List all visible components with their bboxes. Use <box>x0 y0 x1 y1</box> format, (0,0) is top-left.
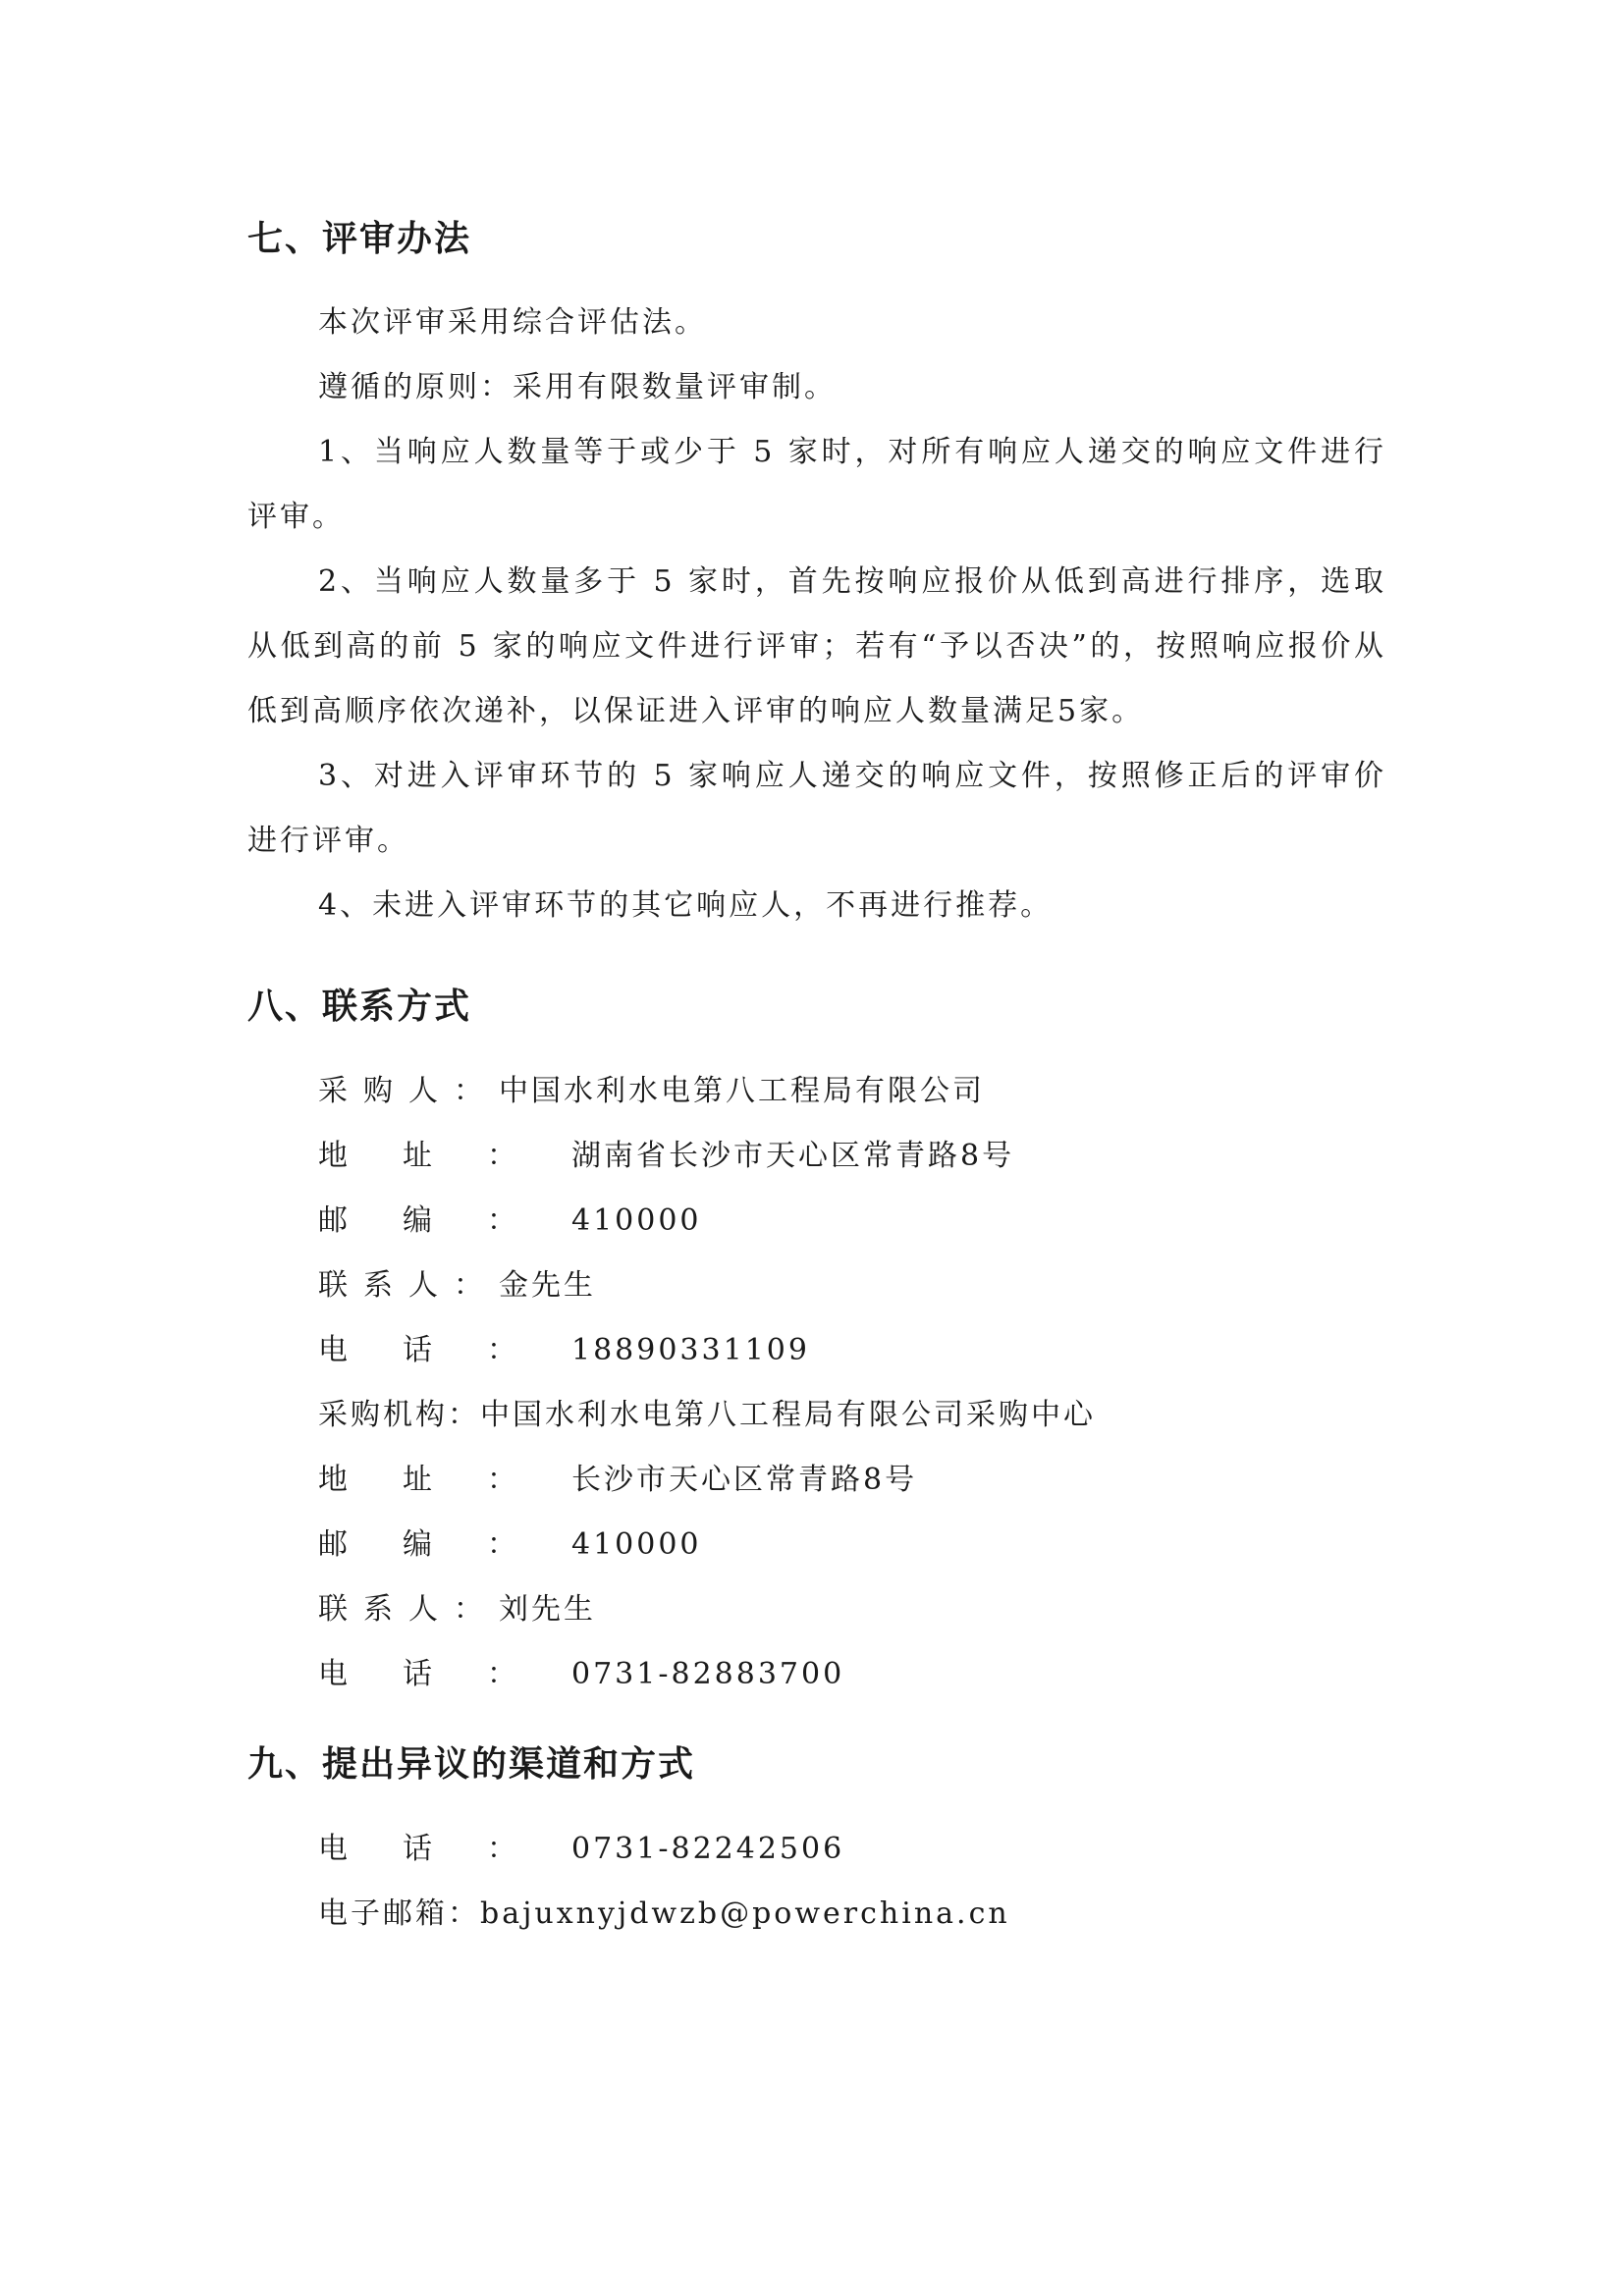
paragraph: 1、当响应人数量等于或少于 5 家时，对所有响应人递交的响应文件进行评审。 <box>247 435 1386 534</box>
paragraph: 遵循的原则：采用有限数量评审制。 <box>318 370 837 404</box>
field-value: 410000 <box>571 1527 702 1562</box>
field-label: 联系人： <box>318 1268 499 1303</box>
purchaser-address-line <box>318 1135 1014 1178</box>
field-value: 410000 <box>571 1203 702 1238</box>
field-value: 中国水利水电第八工程局有限公司采购中心 <box>480 1398 1096 1432</box>
paragraph: 3、对进入评审环节的 5 家响应人递交的响应文件，按照修正后的评审价进行评审。 <box>247 759 1386 858</box>
email-link[interactable]: bajuxnyjdwzb@powerchina.cn <box>480 1896 1010 1931</box>
agency-phone-line <box>318 1653 844 1696</box>
objection-email-line <box>318 1893 1010 1936</box>
agency-name-line <box>318 1394 1096 1437</box>
field-label: 电话： <box>318 1657 571 1691</box>
field-label: 邮编： <box>318 1203 571 1238</box>
field-value: 0731-82883700 <box>571 1657 845 1691</box>
paragraph: 本次评审采用综合评估法。 <box>318 305 707 340</box>
paragraph: 2、当响应人数量多于 5 家时，首先按响应报价从低到高进行排序，选取从低到高的前 5 家的响应文件进行评审；若有“予以否决”的，按照响应报价从低到高顺序依次递补，以保证进入评审的响应人数量满足5家。 <box>247 564 1386 728</box>
purchaser-person-line <box>318 1264 596 1308</box>
objection-phone-line <box>318 1828 844 1871</box>
field-value: 中国水利水电第八工程局有限公司 <box>499 1074 985 1108</box>
field-value: 长沙市天心区常青路8号 <box>571 1463 918 1497</box>
field-label: 采购人： <box>318 1074 499 1108</box>
field-label: 联系人： <box>318 1592 499 1627</box>
field-label: 电话： <box>318 1832 571 1866</box>
paragraph: 4、未进入评审环节的其它响应人，不再进行推荐。 <box>318 888 1054 923</box>
field-value: 湖南省长沙市天心区常青路8号 <box>571 1139 1015 1173</box>
purchaser-postcode-line <box>318 1200 702 1243</box>
agency-postcode-line <box>318 1523 702 1567</box>
field-label: 地址： <box>318 1139 571 1173</box>
agency-person-line <box>318 1588 596 1631</box>
agency-address-line <box>318 1459 917 1502</box>
field-label: 电子邮箱： <box>318 1896 480 1931</box>
purchaser-name-line <box>318 1070 985 1113</box>
field-value: 0731-82242506 <box>571 1832 845 1866</box>
section-heading-contact: 八、联系方式 <box>247 987 472 1027</box>
field-value: 刘先生 <box>499 1592 596 1627</box>
field-value: 18890331109 <box>571 1333 810 1367</box>
field-label: 采购机构： <box>318 1398 480 1432</box>
field-label: 邮编： <box>318 1527 571 1562</box>
field-label: 电话： <box>318 1333 571 1367</box>
field-label: 地址： <box>318 1463 571 1497</box>
field-value: 金先生 <box>499 1268 596 1303</box>
section-heading-objection: 九、提出异议的渠道和方式 <box>247 1744 696 1785</box>
purchaser-phone-line <box>318 1329 810 1372</box>
section-heading-review: 七、评审办法 <box>247 219 472 259</box>
